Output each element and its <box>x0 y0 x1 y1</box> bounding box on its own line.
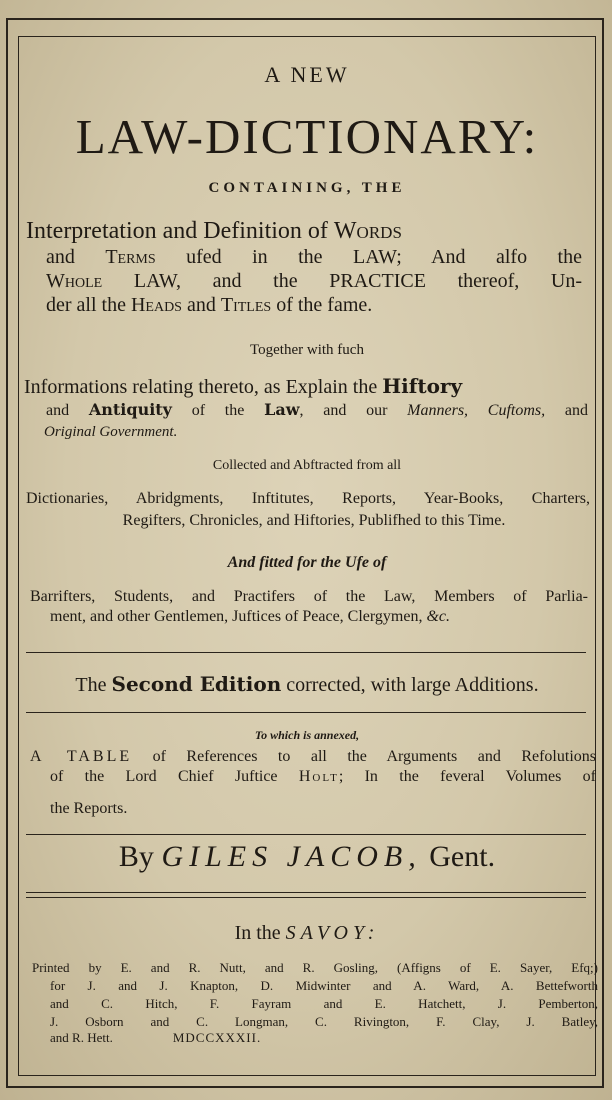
law-blackletter: Law <box>264 400 300 419</box>
imprint-line-1: Printed by E. and R. Nutt, and R. Gosling, (Affigns of E. Sayer, Efq;) <box>32 960 598 975</box>
imprint-line-3: and C. Hitch, F. Fayram and E. Hatchett, J. Pemberton, <box>50 996 598 1011</box>
divider-author-bottom-1 <box>26 892 586 893</box>
sources-line-1: Dictionaries, Abridgments, Inftitutes, Reports, Year-Books, Charters, <box>26 490 590 507</box>
imprint-date: MDCCXXXII. <box>172 1030 262 1045</box>
description-text: of the fame. <box>271 294 373 316</box>
informations-line-2 <box>46 400 588 420</box>
original-government: Original Government. <box>44 424 178 440</box>
author-gent: Gent. <box>421 840 496 873</box>
description-text: and <box>46 246 106 268</box>
description-whole: Whole <box>46 270 103 292</box>
table-text: ; In the feveral Volumes of <box>338 768 596 785</box>
informations-text: , and our <box>299 402 408 419</box>
fitted-for-use: And fitted for the Ufe of <box>227 554 387 571</box>
main-title: LAW-DICTIONARY: <box>75 109 539 164</box>
place-in-the: In the <box>234 922 286 944</box>
history-blackletter: Hiftory <box>382 374 463 398</box>
containing: CONTAINING, THE <box>208 180 406 196</box>
description-terms: Terms <box>105 246 156 268</box>
informations-line-1 <box>24 374 594 399</box>
users-line-1: Barrifters, Students, and Practifers of the Law, Members of Parlia- <box>30 588 588 605</box>
informations-text: of the <box>171 402 265 419</box>
imprint-text: and R. Hett. <box>50 1030 113 1045</box>
description-text: LAW, and the PRACTICE thereof, Un- <box>102 270 582 292</box>
table-holt: Holt <box>298 768 339 785</box>
informations-text: and <box>545 402 589 419</box>
description-line-3 <box>46 270 582 293</box>
divider-author-bottom-2 <box>26 897 586 898</box>
imprint-line-5 <box>50 1030 612 1046</box>
second-edition-blackletter: Second Edition <box>111 672 282 696</box>
edition-text: The <box>75 674 112 696</box>
collected-abstracted: Collected and Abftracted from all <box>212 458 402 473</box>
description-text: der all the <box>46 294 131 316</box>
table-text: of the Lord Chief Juftice <box>50 768 299 785</box>
users-text: ment, and other Gentlemen, Juftices of Peace, Clergymen, <box>50 608 427 625</box>
antiquity-blackletter: Antiquity <box>88 400 172 419</box>
a-new: A NEW <box>264 62 350 87</box>
description-text: ufed in the LAW; And alfo the <box>155 246 582 268</box>
edition-text: corrected, with large Additions. <box>281 674 539 696</box>
table-heading: A TABLE <box>30 748 133 765</box>
divider-author-top <box>26 834 586 835</box>
table-text: of References to all the Arguments and Refolutions <box>132 748 596 765</box>
manners-customs: Manners, Cuftoms, <box>407 402 546 419</box>
description-text: Interpretation and Definition of <box>26 218 334 244</box>
description-words: Words <box>333 218 402 244</box>
author-by: By <box>118 840 162 873</box>
description-line-4 <box>46 294 612 317</box>
table-line-3: the Reports. <box>50 800 128 817</box>
together-with: Together with fuch <box>250 342 364 358</box>
description-titles: Titles <box>220 294 272 316</box>
description-line-2 <box>46 246 582 269</box>
users-line-2 <box>50 608 612 626</box>
edition-statement <box>22 672 592 697</box>
author-name: GILES JACOB, <box>161 840 422 873</box>
description-line-1 <box>26 218 596 245</box>
informations-text: and <box>46 402 89 419</box>
informations-text: Informations relating thereto, as Explain the <box>24 376 383 398</box>
author-line <box>22 840 592 874</box>
imprint-line-4: J. Osborn and C. Longman, C. Rivington, F. Clay, J. Batley, <box>50 1014 598 1029</box>
description-text: and <box>181 294 221 316</box>
annexed: To which is annexed, <box>254 728 360 742</box>
divider-edition <box>26 712 586 713</box>
imprint-line-2: for J. and J. Knapton, D. Midwinter and A. Ward, A. Bettefworth <box>50 978 598 993</box>
place-line <box>22 922 592 945</box>
place-savoy: SAVOY: <box>285 922 380 944</box>
divider-top <box>26 652 586 653</box>
description-heads: Heads <box>130 294 182 316</box>
users-etc: &c. <box>426 608 451 625</box>
table-line-2 <box>50 768 596 786</box>
table-line-1 <box>30 748 596 766</box>
sources-line-2: Regifters, Chronicles, and Hiftories, Publifhed to this Time. <box>122 512 506 529</box>
